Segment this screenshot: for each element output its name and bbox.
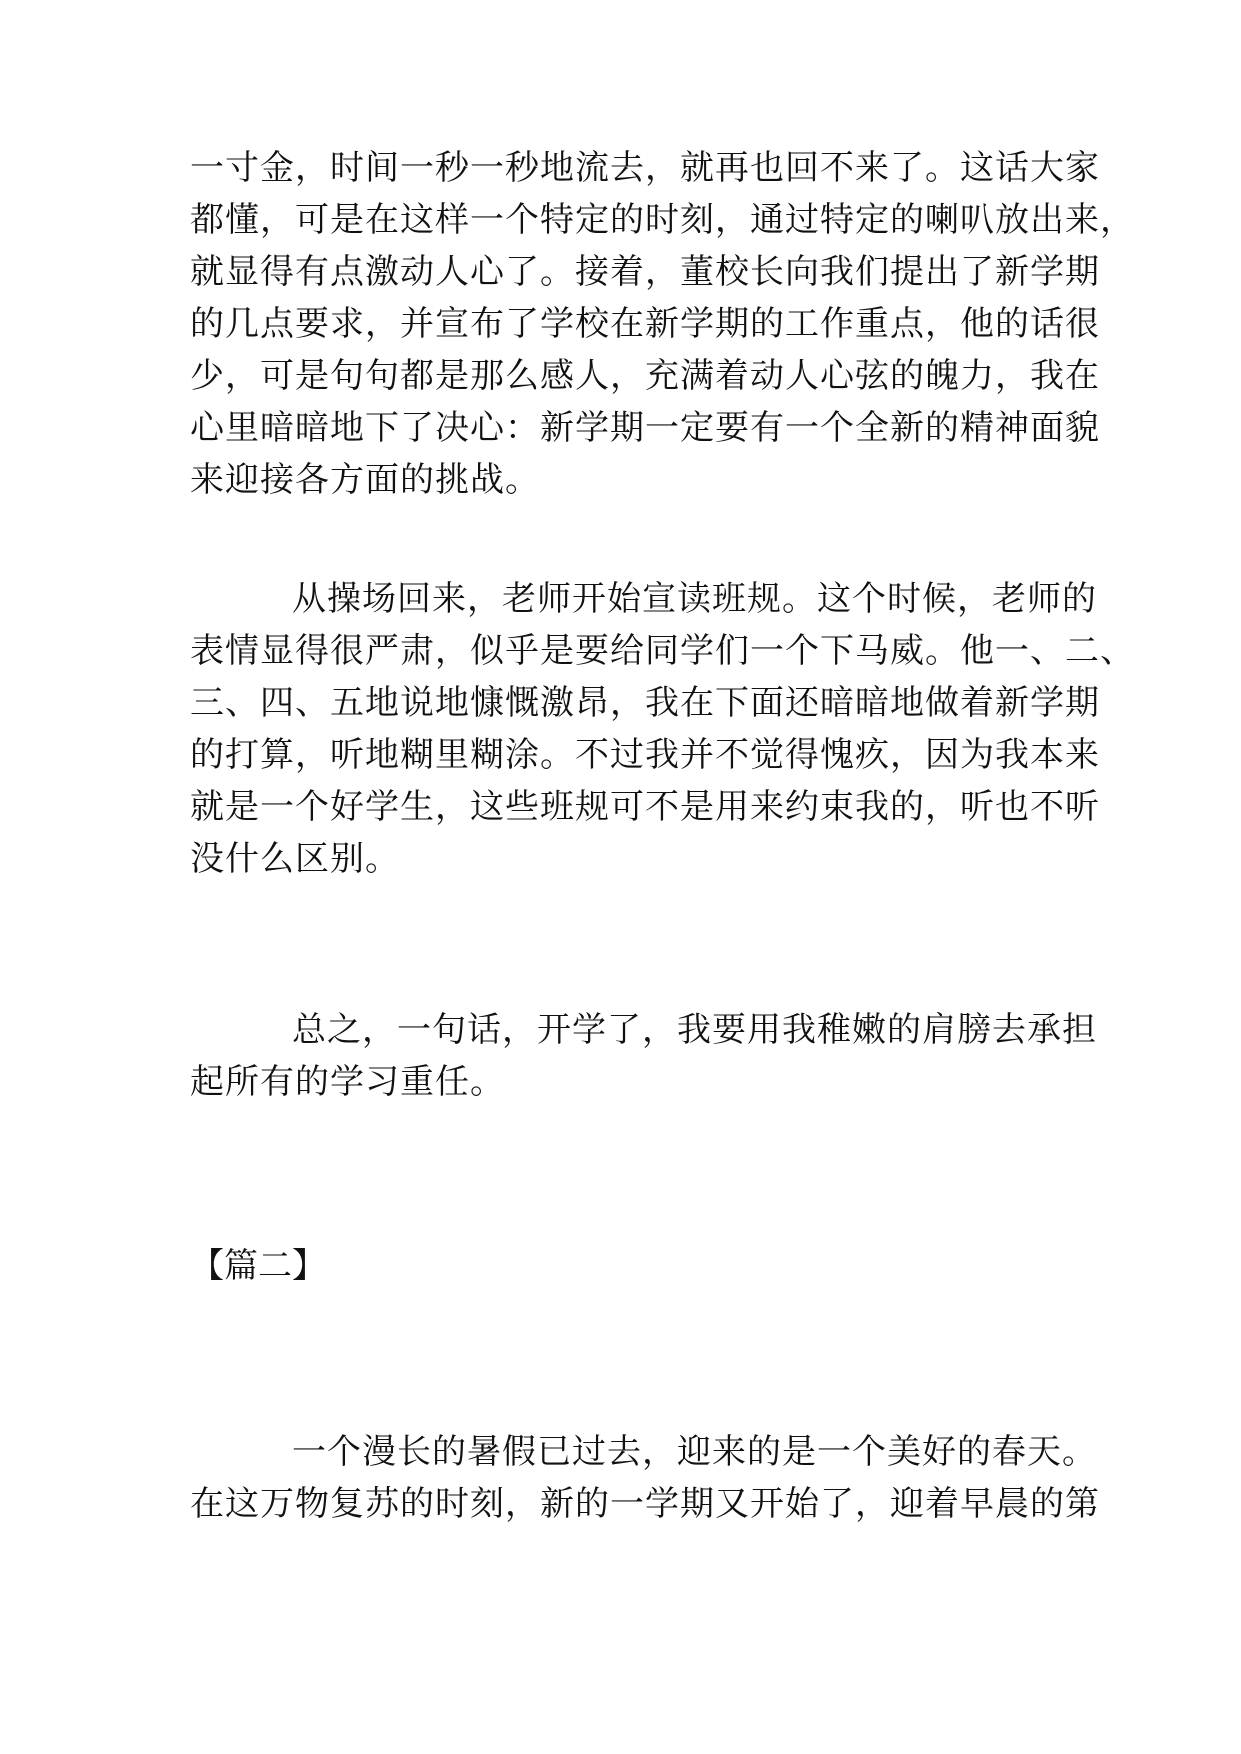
text-line: 没什么区别。 [190,839,400,879]
text-line: 的打算，听地糊里糊涂。不过我并不觉得愧疚，因为我本来 [190,735,1100,775]
text-line: 一寸金，时间一秒一秒地流去，就再也回不来了。这话大家 [190,148,1100,188]
text-line: 的几点要求，并宣布了学校在新学期的工作重点，他的话很 [190,304,1100,344]
text-line: 从操场回来，老师开始宣读班规。这个时候，老师的 [292,579,1097,619]
text-line: 起所有的学习重任。 [190,1062,505,1102]
text-line: 心里暗暗地下了决心：新学期一定要有一个全新的精神面貌 [190,408,1100,448]
text-line: 来迎接各方面的挑战。 [190,460,540,500]
text-line: 三、四、五地说地慷慨激昂，我在下面还暗暗地做着新学期 [190,683,1100,723]
text-line: 表情显得很严肃，似乎是要给同学们一个下马威。他一、二、 [190,631,1135,671]
text-line: 一个漫长的暑假已过去，迎来的是一个美好的春天。 [292,1432,1097,1472]
text-line: 在这万物复苏的时刻，新的一学期又开始了，迎着早晨的第 [190,1484,1100,1524]
section-heading: 【篇二】 [190,1246,326,1286]
text-line: 就显得有点激动人心了。接着，董校长向我们提出了新学期 [190,252,1100,292]
text-line: 就是一个好学生，这些班规可不是用来约束我的，听也不听 [190,787,1100,827]
text-line: 都懂，可是在这样一个特定的时刻，通过特定的喇叭放出来， [190,200,1135,240]
text-line: 总之，一句话，开学了，我要用我稚嫩的肩膀去承担 [292,1010,1097,1050]
text-line: 少，可是句句都是那么感人，充满着动人心弦的魄力，我在 [190,356,1100,396]
